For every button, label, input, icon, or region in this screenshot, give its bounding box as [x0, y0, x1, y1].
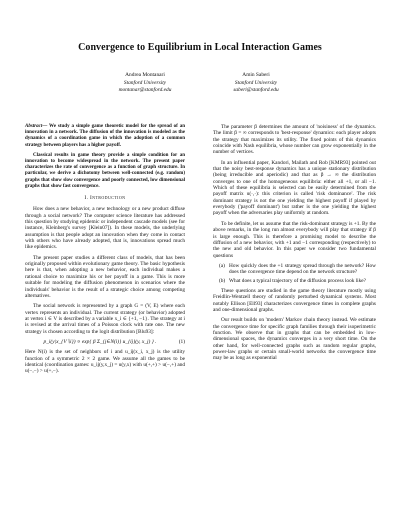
- author-email: saberi@stanford.edu: [233, 87, 279, 93]
- left-column: [25, 124, 185, 379]
- paragraph: Here N(i) is the set of neighbors of i and u_ij(x_i, x_j) is the utility function of a symmetric 2 × 2 game. We assume all the games to be identical (coordination games: u_ij(y,x_j) = u(y,x) with u(+,+) > u(−,+) and u(−,−) > u(+,−).: [25, 349, 185, 375]
- equation-number: (1): [178, 338, 185, 345]
- paragraph: In an influential paper, Kandori, Mailath and Rob [KMR93] pointed out that the noisy best-response dynamics has a unique stationary distribution (being irreducible and aperiodic) and that as β → ∞ the distribution converges to one of the homogeneous equilibria: either all +1, or all −1. Which of these equilibria is selected can be easily determined from the payoff matrix u(·,·): this criterion is called 'risk dominance'. The risk dominant strategy is not the one yielding the highest payoff if played by everybody ('payoff dominant') but rather is the one yielding the highest payoff when the adversaries play uniformly at random.: [213, 159, 376, 217]
- author-email: montanar@stanford.edu: [118, 87, 172, 93]
- list-item-text: What does a typical trajectory of the diffusion process look like?: [229, 277, 366, 284]
- list-item-label: (a): [219, 262, 225, 269]
- author-affiliation: Stanford University: [234, 79, 278, 86]
- abstract: [25, 124, 185, 149]
- paper-title: Convergence to Equilibrium in Local Interaction Games: [78, 42, 322, 53]
- right-column: [213, 124, 376, 366]
- abstract-label: Abstract: [25, 124, 43, 129]
- author-name: Amin Saberi: [242, 72, 270, 78]
- question-list: [213, 263, 376, 284]
- abstract-text-2: Classical results in game theory provide a simple condition for an innovation to become widespread in the network. The present paper characterizes the rate of convergence as a function of graph structure. In particular, we derive a dichotomy between well-connected (e.g. random) graphs that show slow convergence and poorly connected, low dimensional graphs that show fast convergence.: [25, 152, 185, 189]
- section-heading: I. Introduction: [84, 195, 126, 202]
- paragraph: To be definite, let us assume that the risk-dominant strategy is +1. By the above remarks, in the long run almost everybody will play that strategy if β is large enough. This is therefore a promising model to describe the diffusion of a new behavior, with +1 and −1 corresponding (respectively) to the new and old behavior. In this paper we consider two fundamental questions: [213, 220, 376, 259]
- author-name: Andrea Montanari: [125, 72, 165, 78]
- paragraph: These questions are studied in the game theory literature mostly using Freidlin-Wentzell theory of randomly perturbed dynamical systems. Most notably Ellison [Ell93] characterizes convergence times in complete graphs and one-dimensional graphs.: [213, 287, 376, 313]
- author-block: [85, 72, 205, 95]
- paragraph: How does a new behavior, a new technology or a new product diffuse through a social network? The computer science literature has addressed this question by studying epidemic or independent cascade models (see for instance, Kleinberg's survey [Klein07]). In these models, the underlying assumption is that people adopt an innovation when they come in contact with others who have already adopted, that is, innovations spread much like epidemics.: [25, 206, 185, 251]
- list-item-label: (b): [219, 277, 226, 284]
- equation-body: p_i(y|x_{V∖i}) ∝ exp{ β Σ_{j∈N(i)} u_{ij}(y, x_j) } .: [43, 338, 157, 345]
- list-item-text: How quickly does the +1 strategy spread through the network? How does the convergence time depend on the network structure?: [229, 262, 376, 276]
- paragraph: Our result builds on 'modern' Markov chain theory instead. We estimate the convergence time for specific graph families through their isoperimetric function. We observe that in graphs that can be embedded in low-dimensional spaces, the dynamics converges in a very short time. On the other hand, for well-connected graphs such as random regular graphs, power-law graphs or certain small-world networks the convergence time may be as long as exponential: [213, 317, 376, 362]
- paragraph: The parameter β determines the amount of 'noisiness' of the dynamics. The limit β = ∞ corresponds to 'best-response' dynamics: each player adopts the strategy that maximizes its utility. The fixed points of this dynamics coincide with Nash equilibria, whose number can grow exponentially in the number of vertices.: [213, 124, 376, 156]
- author-block: [196, 72, 316, 95]
- abstract-text: — We study a simple game theoretic model for the spread of an innovation in a network. The diffusion of the innovation is modeled as the dynamics of a coordination game in which the adoption of a common strategy between players has a higher payoff.: [25, 124, 185, 148]
- list-item: [219, 263, 376, 276]
- paragraph: The present paper studies a different class of models, that has been originally proposed within evolutionary game theory. The basic hypothesis here is that, when adopting a new behavior, each individual makes a rational choice to maximize his or her payoff in a game. This is more suitable for modeling the diffusion phenomenon in scenarios where the individuals' behavior is the result of a strategic choice among competing alternatives.: [25, 254, 185, 299]
- author-affiliation: Stanford University: [123, 79, 167, 86]
- equation: [25, 339, 185, 345]
- paragraph: The social network is represented by a graph G = (V, E) where each vertex represents an individual. The current strategy (or behavior) adopted at vertex i ∈ V is described by a variable x_i ∈ {+1, −1}. The strategy at i is revised at the arrival times of a Poisson clock with rate one. The new strategy is chosen according to the logit distribution [Blu93]:: [25, 303, 185, 335]
- list-item: [219, 278, 376, 284]
